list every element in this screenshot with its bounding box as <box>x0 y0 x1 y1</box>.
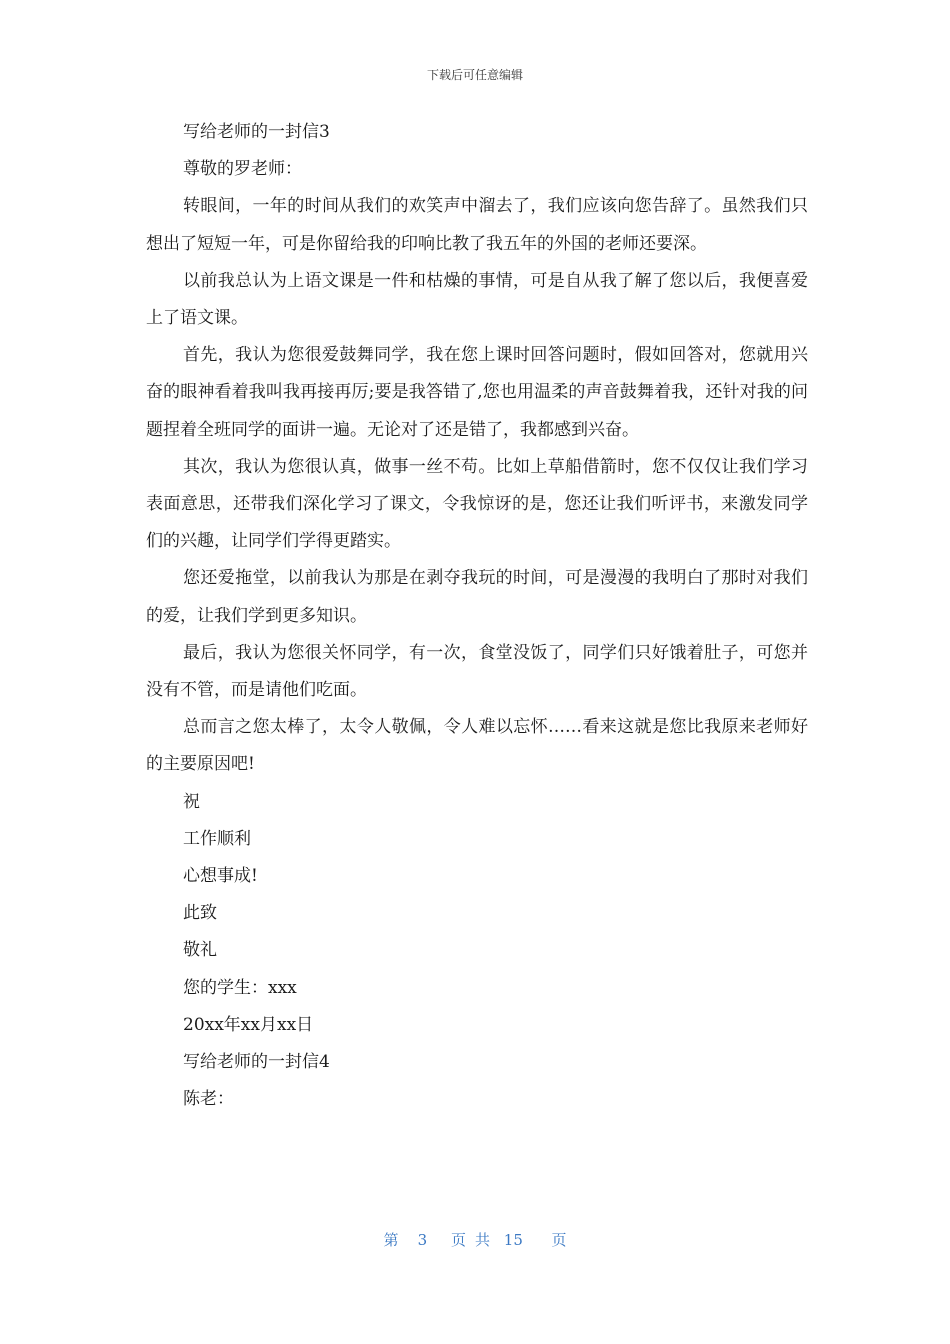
body-paragraph: 转眼间，一年的时间从我们的欢笑声中溜去了，我们应该向您告辞了。虽然我们只想出了短短一年，可是你留给我的印响比教了我五年的外国的老师还要深。 <box>146 196 808 254</box>
closing-wish: 心想事成! <box>183 866 258 887</box>
closing-wish: 工作顺利 <box>183 828 251 849</box>
letter-title: 写给老师的一封信3 <box>183 122 330 142</box>
body-paragraph: 其次，我认为您很认真，做事一丝不苟。比如上草船借箭时，您不仅仅让我们学习表面意思，还带我们深化学习了课文，令我惊讶的是，您还让我们听评书，来激发同学们的兴趣，让同学们学得更踏实。 <box>146 456 808 552</box>
date: 20xx年xx月xx日 <box>183 1014 314 1035</box>
salutation: 陈老： <box>183 1089 234 1110</box>
footer-prefix: 第 <box>383 1231 399 1249</box>
footer-suffix: 页 <box>551 1231 567 1249</box>
salutation: 尊敬的罗老师： <box>183 159 302 180</box>
closing-regards: 敬礼 <box>183 940 217 961</box>
letter-title: 写给老师的一封信4 <box>183 1052 330 1073</box>
page-footer <box>0 1229 950 1250</box>
body-paragraph: 您还爱拖堂，以前我认为那是在剥夺我玩的时间，可是漫漫的我明白了那时对我们的爱，让我们学到更多知识。 <box>146 568 808 626</box>
closing-wish: 祝 <box>183 791 200 812</box>
letter-body <box>146 114 808 1118</box>
page-number: 3 <box>417 1231 428 1249</box>
closing-regards: 此致 <box>183 903 217 924</box>
body-paragraph: 首先，我认为您很爱鼓舞同学，我在您上课时回答问题时，假如回答对，您就用兴奋的眼神看着我叫我再接再厉;要是我答错了,您也用温柔的声音鼓舞着我，还针对我的问题捏着全班同学的面讲一遍。无论对了还是错了，我都感到兴奋。 <box>146 345 808 440</box>
total-pages: 15 <box>503 1231 523 1249</box>
body-paragraph: 最后，我认为您很关怀同学，有一次，食堂没饭了，同学们只好饿着肚子，可您并没有不管，而是请他们吃面。 <box>146 642 808 701</box>
header-note: 下载后可任意编辑 <box>426 68 523 82</box>
footer-mid: 页共 <box>450 1231 499 1249</box>
body-paragraph: 总而言之您太棒了，太令人敬佩，令人难以忘怀……看来这就是您比我原来老师好的主要原因吧! <box>146 717 808 775</box>
body-paragraph: 以前我总认为上语文课是一件和枯燥的事情，可是自从我了解了您以后，我便喜爱上了语文课。 <box>146 270 808 329</box>
signature: 您的学生：xxx <box>183 977 297 998</box>
